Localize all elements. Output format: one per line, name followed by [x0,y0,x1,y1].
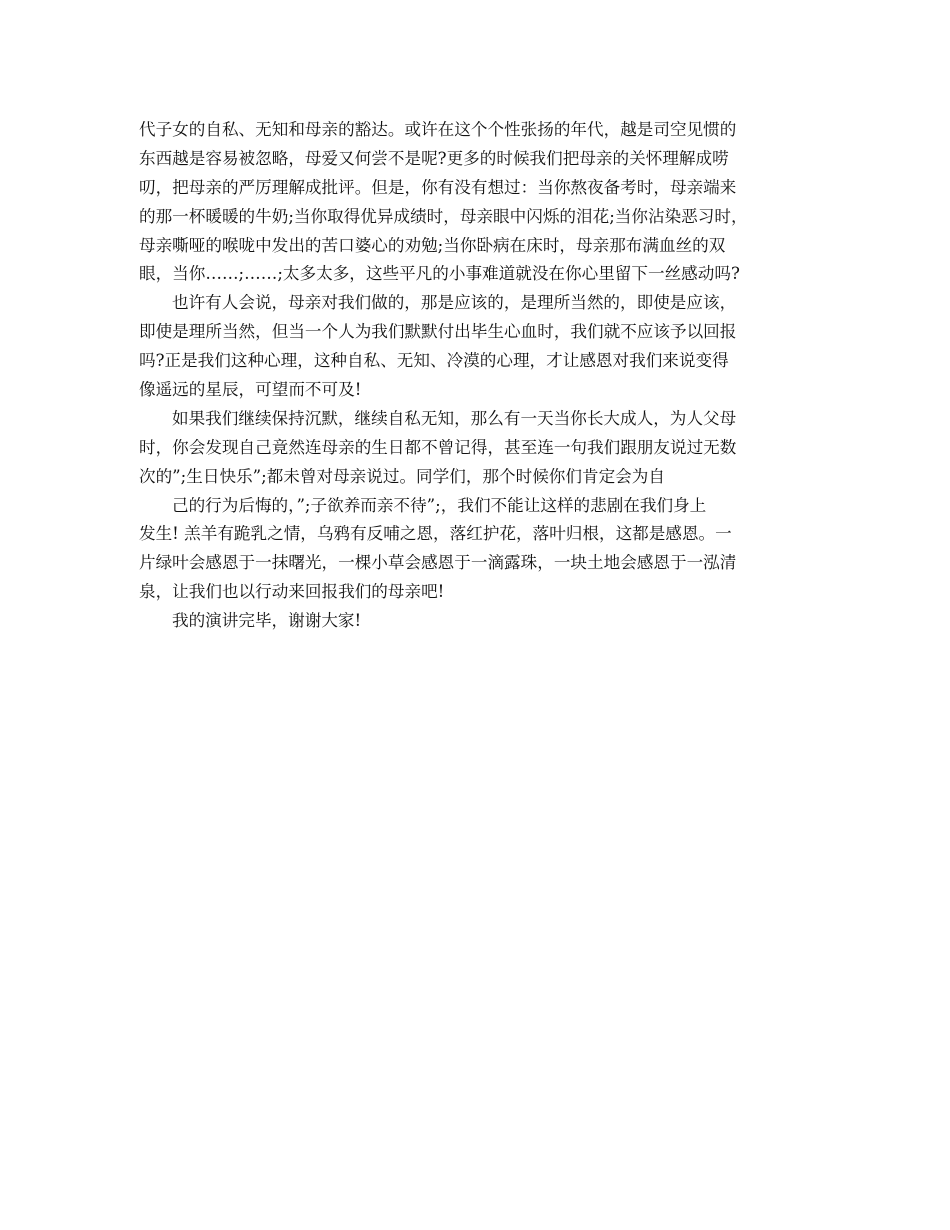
text-line: 片绿叶会感恩于一抹曙光，一棵小草会感恩于一滴露珠，一块土地会感恩于一泓清 [139,553,737,573]
text-line: 如果我们继续保持沉默，继续自私无知，那么有一天当你长大成人，为人父母 [172,408,737,428]
text-line: 代子女的自私、无知和母亲的豁达。或许在这个个性张扬的年代，越是司空见惯的 [139,120,737,139]
text-line: 泉，让我们也以行动来回报我们的母亲吧! [139,582,445,602]
speech-body [139,116,829,636]
text-line: 己的行为后悔的，”;子欲养而亲不待”;，我们不能让这样的悲剧在我们身上 [172,495,707,515]
text-line: 母亲嘶哑的喉咙中发出的苦口婆心的劝勉;当你卧病在床时，母亲那布满血丝的双 [139,235,726,255]
text-line: 像遥远的星辰，可望而不可及! [139,380,362,400]
text-line: 的那一杯暖暖的牛奶;当你取得优异成绩时，母亲眼中闪烁的泪花;当你沾染恶习时， [139,206,748,226]
text-line: 即使是理所当然，但当一个人为我们默默付出毕生心血时，我们就不应该予以回报 [139,322,737,342]
text-line: 发生! 羔羊有跪乳之情，乌鸦有反哺之恩，落红护花，落叶归根，这都是感恩。一 [139,524,732,544]
text-line: 也许有人会说，母亲对我们做的，那是应该的，是理所当然的，即使是应该， [172,293,737,313]
text-line: 吗?正是我们这种心理，这种自私、无知、冷漠的心理，才让感恩对我们来说变得 [139,351,729,371]
text-line: 东西越是容易被忽略，母爱又何尝不是呢?更多的时候我们把母亲的关怀理解成唠 [139,148,729,168]
text-line: 我的演讲完毕，谢谢大家! [172,611,362,631]
text-line: 叨，把母亲的严厉理解成批评。但是，你有没有想过：当你熬夜备考时，母亲端来 [139,177,737,197]
text-line: 眼，当你……;……;太多太多，这些平凡的小事难道就没在你心里留下一丝感动吗? [139,264,740,284]
text-line: 次的”;生日快乐”;都未曾对母亲说过。同学们，那个时候你们肯定会为自 [139,466,665,486]
text-line: 时，你会发现自己竟然连母亲的生日都不曾记得，甚至连一句我们跟朋友说过无数 [139,437,737,457]
